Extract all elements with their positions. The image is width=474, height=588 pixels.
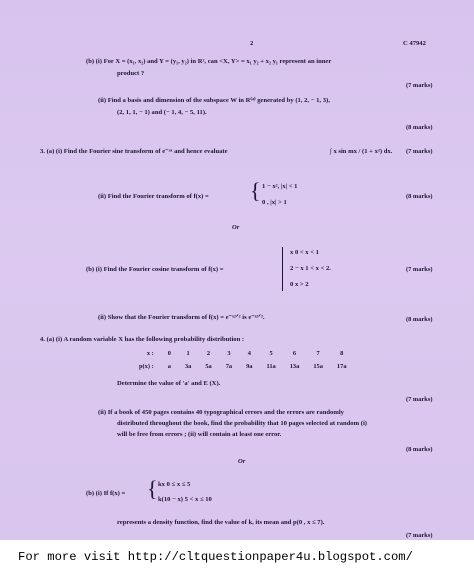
x-value: 4	[247, 350, 251, 357]
q3b-i-marks: (7 marks)	[406, 266, 433, 273]
q2b-i-marks: (7 marks)	[406, 82, 433, 89]
q3a-ii-case1: 1 − x², |x| < 1	[262, 183, 298, 190]
or-separator-q4: Or	[238, 458, 246, 465]
q3b-ii-text: (ii) Show that the Fourier transform of f(x) = e⁻ˣ²ᐟ² is e⁻ˢ²ᐟ².	[98, 314, 265, 321]
piecewise-bar	[282, 247, 283, 291]
q4a-i-text-cont: Determine the value of 'a' and E (X).	[117, 380, 221, 387]
q3a-ii-text: (ii) Find the Fourier transform of f(x) =	[98, 193, 209, 200]
q2b-ii-text: (ii) Find a basis and dimension of the subspace W in R⁽⁴⁾ generated by (1, 2, − 1, 3),	[98, 97, 330, 104]
p-value: 3a	[184, 363, 192, 370]
p-label: p(x) :	[139, 363, 154, 370]
q4a-ii-text: (ii) If a book of 450 pages contains 40 typographical errors and the errors are randomly	[98, 409, 344, 416]
x-value: 5	[269, 350, 273, 357]
q4a-ii-marks: (8 marks)	[406, 446, 433, 453]
q3a-ii-case2: 0 , |x| > 1	[262, 199, 287, 206]
q3a-ii-marks: (8 marks)	[406, 193, 433, 200]
or-separator-q3: Or	[232, 224, 240, 231]
q3b-i-case3: 0 x > 2	[290, 281, 309, 288]
q3b-i-case2: 2 − x 1 < x < 2.	[290, 265, 331, 272]
p-value: 7a	[225, 363, 233, 370]
x-value: 0	[167, 350, 171, 357]
p-value: 13a	[289, 363, 300, 370]
q4a-ii-text-cont: distributed throughout the book, find the probability that 10 pages selected at random (i)	[117, 420, 367, 427]
footer-visit-link[interactable]: For more visit http://cltquestionpaper4u.blogspot.com/	[18, 550, 413, 564]
q3b-i-case1: x 0 < x < 1	[290, 249, 319, 256]
q2b-ii-marks: (8 marks)	[406, 124, 433, 131]
q3b-ii-marks: (8 marks)	[406, 316, 433, 323]
p-value: 17a	[336, 363, 347, 370]
p-value: a	[167, 363, 171, 370]
piecewise-brace: {	[147, 476, 158, 501]
p-row	[132, 363, 354, 370]
x-value: 1	[186, 350, 190, 357]
x-value: 6	[292, 350, 297, 357]
x-value: 2	[206, 350, 211, 357]
piecewise-brace: {	[250, 178, 261, 203]
q4a-i-text: 4. (a) (i) A random variable X has the following probability distribution :	[40, 336, 245, 343]
paper-code: C 47942	[403, 40, 426, 47]
q4b-i-case1: kx 0 ≤ x ≤ 5	[158, 481, 191, 488]
p-value: 15a	[313, 363, 323, 370]
probability-table	[132, 350, 354, 370]
q2b-i-text: (b) (i) For X = (x₁, x₂) and Y = (y₁, y₂) in R², can <X, Y> = x₁ y₂ + x₂ y₁ represent an inner	[86, 58, 332, 65]
p-value: 9a	[246, 363, 253, 370]
q4a-ii-text-cont2: will be free from errors ; (ii) will contain at least one error.	[117, 431, 282, 438]
x-value: 7	[316, 350, 320, 357]
p-value: 11a	[266, 363, 276, 370]
footer-banner	[0, 540, 474, 588]
page-number: 2	[250, 40, 254, 47]
p-value: 5a	[205, 363, 212, 370]
x-value: 8	[340, 350, 344, 357]
q4b-i-marks: (7 marks)	[406, 532, 433, 539]
q4b-i-case2: k(10 − x) 5 < x ≤ 10	[158, 496, 212, 503]
q3a-i-text: 3. (a) (i) Find the Fourier sine transform of e⁻ᵃˣ and hence evaluate	[40, 148, 228, 155]
q3a-i-integral: ∫ x sin mx / (1 + x²) dx.	[330, 148, 393, 155]
q4b-i-text: (b) (i) If f(x) =	[86, 490, 126, 497]
x-value: 3	[227, 350, 231, 357]
q2b-ii-text-cont: (2, 1, 1, − 1) and (− 1, 4, − 5, 11).	[117, 109, 207, 116]
q4b-i-text-cont: represents a density function, find the value of k, its mean and p(0 , x ≤ 7).	[117, 519, 325, 526]
q4a-i-marks: (7 marks)	[406, 396, 433, 403]
x-label: x :	[146, 350, 154, 357]
x-row	[132, 350, 354, 357]
q3a-i-marks: (7 marks)	[406, 148, 433, 155]
q2b-i-text-cont: product ?	[117, 70, 145, 77]
q3b-i-text: (b) (i) Find the Fourier cosine transform of f(x) =	[86, 266, 224, 273]
